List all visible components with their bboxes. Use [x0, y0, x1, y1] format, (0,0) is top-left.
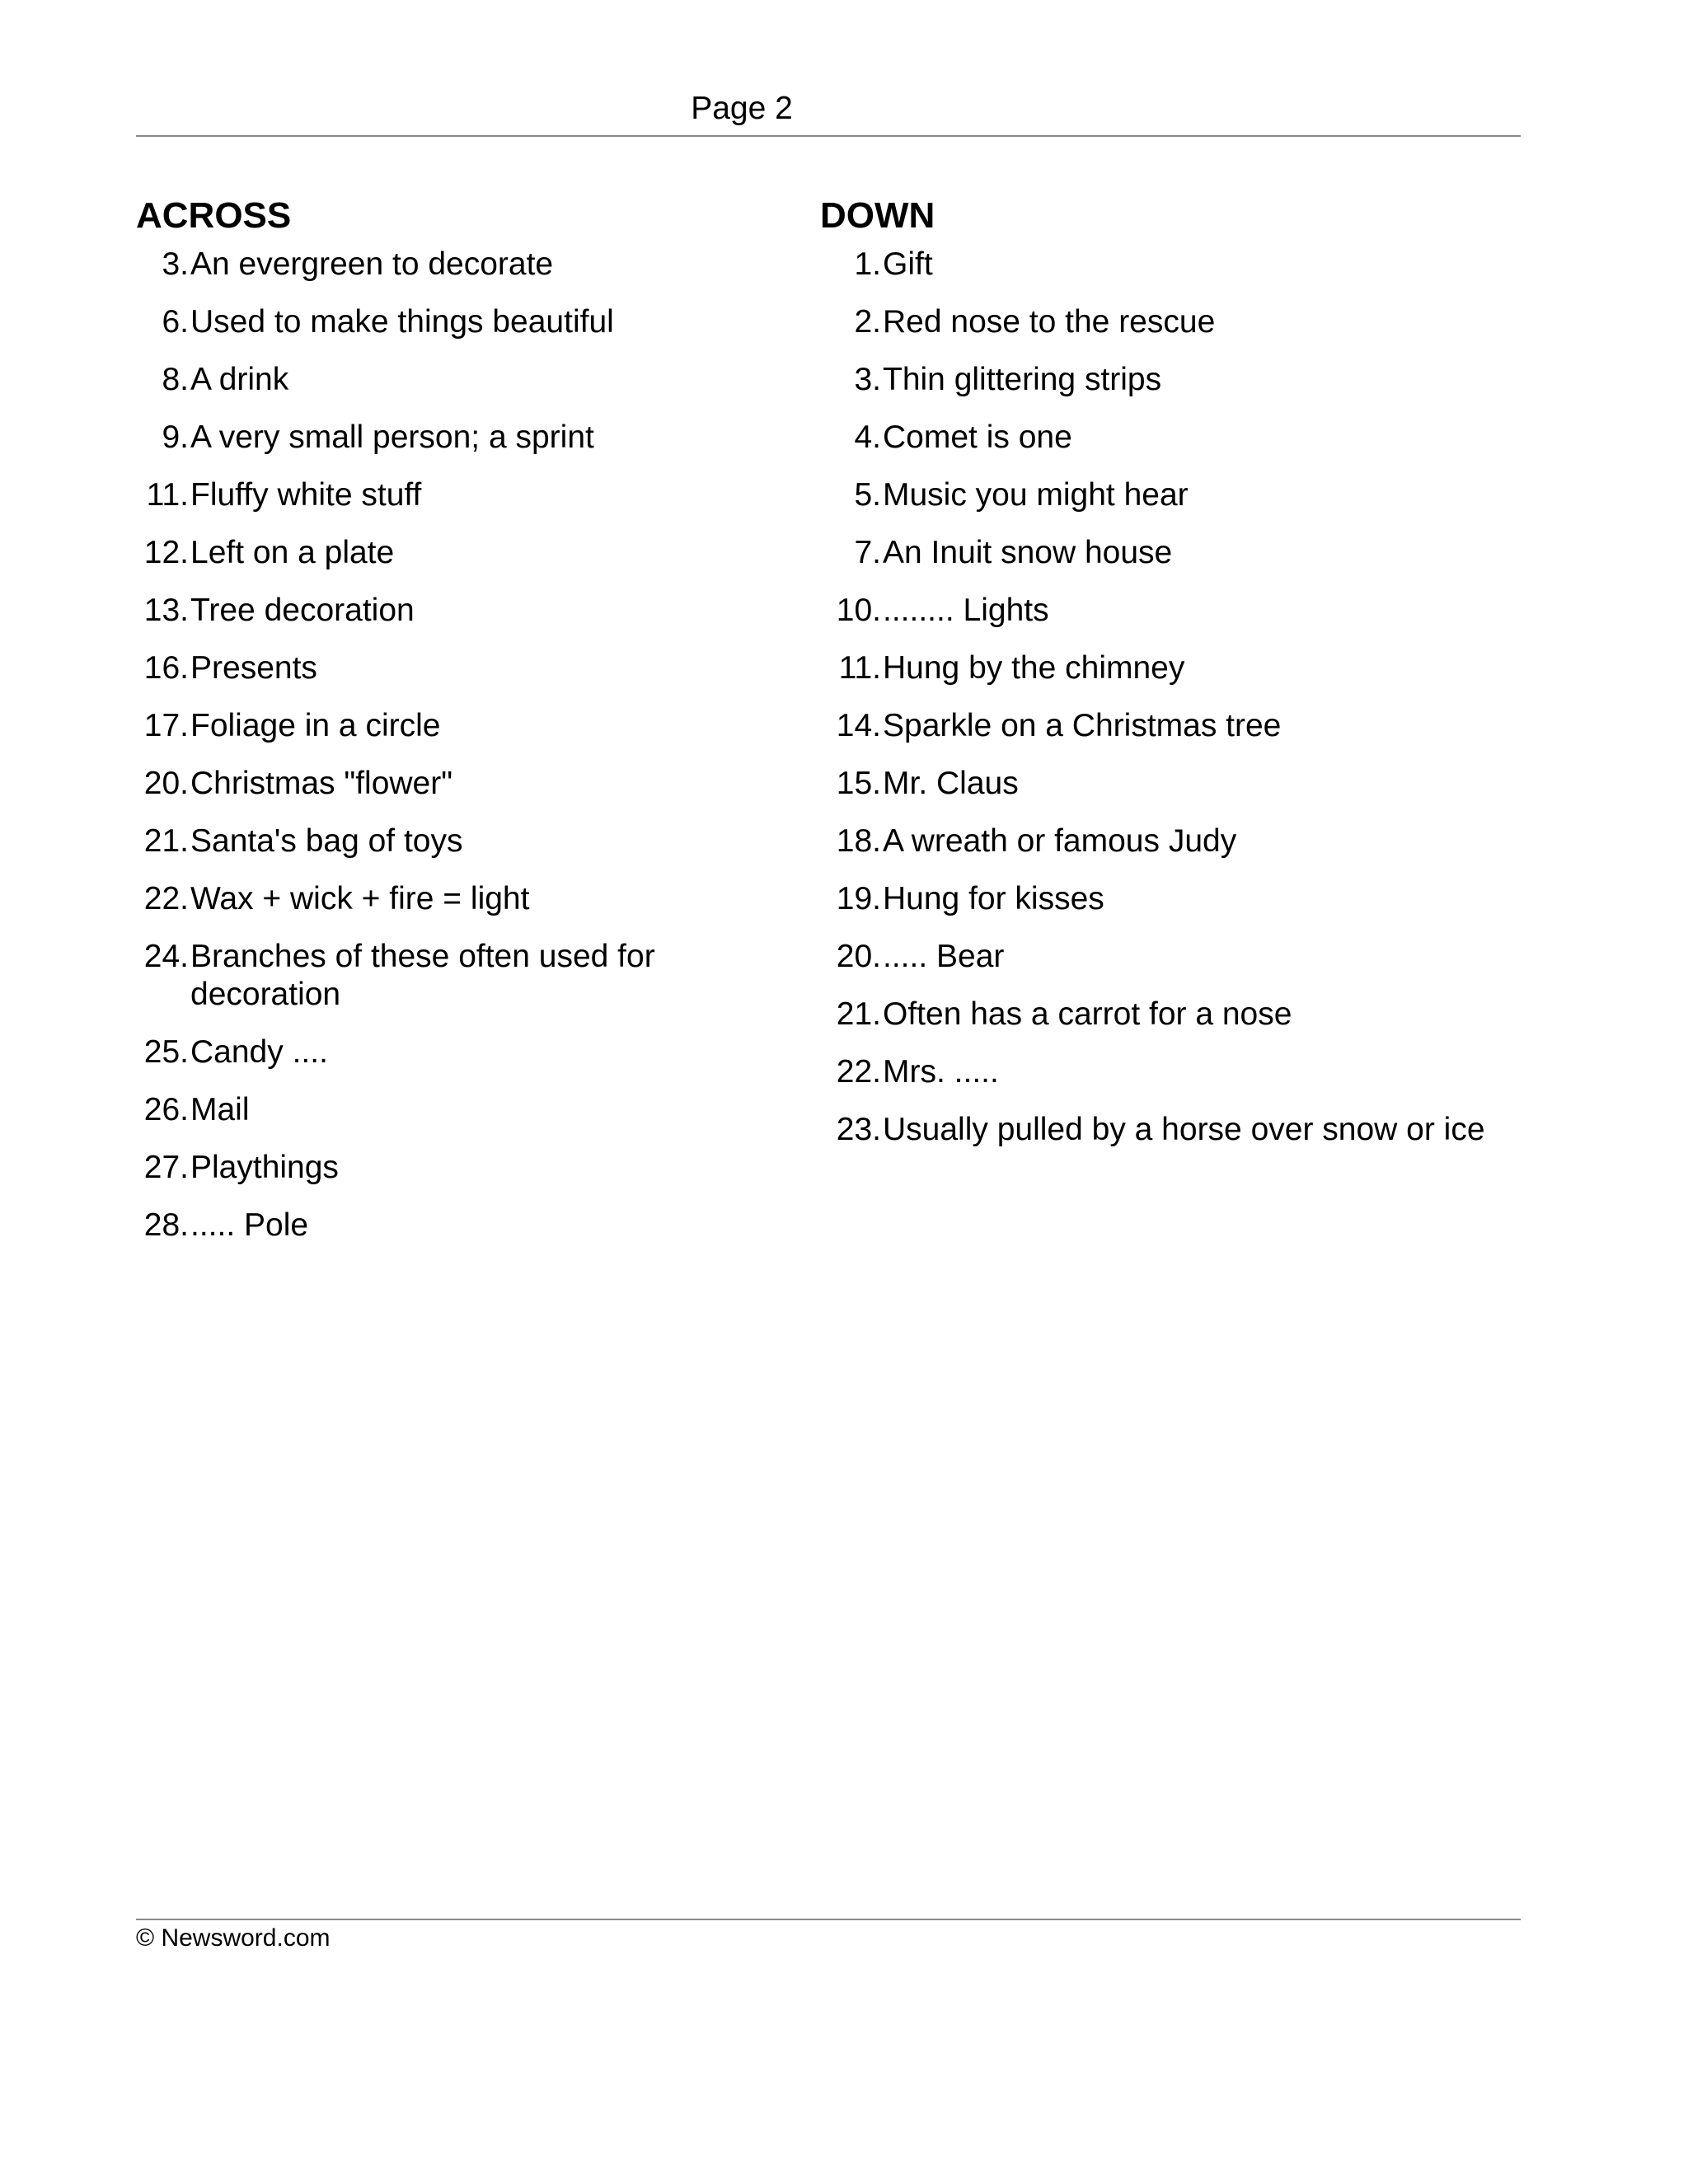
clue-item — [820, 765, 1562, 803]
clue-number: 4. — [854, 419, 881, 455]
copyright-notice: © Newsword.com — [136, 1924, 331, 1952]
clue-number: 21. — [836, 996, 881, 1032]
clue-item — [820, 476, 1562, 514]
clue-number: 18. — [836, 823, 881, 859]
clue-item — [136, 303, 795, 341]
clue-text: Comet is one — [883, 419, 1072, 455]
clue-text: Foliage in a circle — [190, 708, 441, 743]
clue-item — [136, 1149, 795, 1187]
clue-text: Left on a plate — [190, 535, 395, 570]
clue-number: 8. — [162, 362, 189, 397]
clue-item — [136, 534, 795, 572]
clue-item — [820, 649, 1562, 687]
clue-item — [820, 823, 1562, 860]
clue-number: 7. — [854, 535, 881, 570]
clue-text: Usually pulled by a horse over snow or ice — [883, 1112, 1485, 1147]
clue-item — [820, 880, 1562, 918]
clue-item — [136, 823, 795, 860]
clue-text: A drink — [190, 362, 289, 397]
clue-number: 20. — [836, 939, 881, 974]
clue-number: 22. — [143, 881, 189, 916]
clue-number: 3. — [854, 362, 881, 397]
clue-text: Fluffy white stuff — [190, 477, 422, 513]
clue-text: Santa's bag of toys — [190, 823, 463, 859]
clue-number: 21. — [143, 823, 189, 859]
clue-item — [136, 592, 795, 630]
clue-item — [136, 707, 795, 745]
clue-item — [820, 246, 1562, 284]
clue-text: Often has a carrot for a nose — [883, 996, 1292, 1032]
clue-number: 25. — [143, 1034, 189, 1070]
clue-number: 23. — [836, 1112, 881, 1147]
clue-item — [136, 649, 795, 687]
clue-item — [820, 1111, 1562, 1149]
clue-item — [820, 534, 1562, 572]
footer-divider — [136, 1919, 1521, 1920]
clue-item — [820, 361, 1562, 399]
clue-text: ..... Bear — [883, 939, 1005, 974]
clue-text: Mail — [190, 1092, 250, 1127]
clue-item — [820, 419, 1562, 457]
clue-item — [820, 707, 1562, 745]
clue-number: 26. — [143, 1092, 189, 1127]
across-clues-column — [136, 191, 795, 1264]
clue-item — [820, 303, 1562, 341]
clue-text: Candy .... — [190, 1034, 328, 1070]
clue-text: Red nose to the rescue — [883, 304, 1216, 340]
clue-item — [136, 765, 795, 803]
down-clues-column — [820, 191, 1562, 1169]
clue-text: Hung by the chimney — [883, 650, 1185, 686]
clue-item — [136, 880, 795, 918]
clue-text: Hung for kisses — [883, 881, 1104, 916]
clue-text: Gift — [883, 246, 933, 282]
clue-number: 19. — [836, 881, 881, 916]
clue-text: Mr. Claus — [883, 766, 1019, 801]
clue-number: 16. — [143, 650, 189, 686]
clue-number: 1. — [854, 246, 881, 282]
clue-item — [136, 246, 795, 284]
clue-number: 5. — [854, 477, 881, 513]
clue-text: ........ Lights — [883, 593, 1049, 628]
clue-number: 22. — [836, 1054, 881, 1090]
down-heading: DOWN — [820, 195, 935, 236]
clue-item — [136, 419, 795, 457]
clue-text: Christmas "flower" — [190, 766, 453, 801]
clue-text: Wax + wick + fire = light — [190, 881, 530, 916]
clue-text: Thin glittering strips — [883, 362, 1162, 397]
clue-text: A wreath or famous Judy — [883, 823, 1237, 859]
clue-text: An Inuit snow house — [883, 535, 1173, 570]
clue-text: Music you might hear — [883, 477, 1189, 513]
clue-number: 28. — [143, 1207, 189, 1243]
clue-item — [136, 1207, 795, 1244]
clue-item — [820, 592, 1562, 630]
clue-text: Playthings — [190, 1150, 339, 1185]
clue-item — [136, 1091, 795, 1129]
clue-item — [136, 938, 795, 1014]
clue-number: 27. — [143, 1150, 189, 1185]
down-clue-list — [820, 246, 1562, 1149]
clue-number: 3. — [162, 246, 189, 282]
clue-item — [820, 1053, 1562, 1091]
header-divider — [136, 135, 1521, 137]
clue-text: ..... Pole — [190, 1207, 309, 1243]
clue-item — [820, 938, 1562, 976]
clue-text: An evergreen to decorate — [190, 246, 554, 282]
clue-text: A very small person; a sprint — [190, 419, 594, 455]
clue-item — [136, 476, 795, 514]
across-clue-list — [136, 246, 795, 1244]
clue-number: 10. — [836, 593, 881, 628]
clue-number: 15. — [836, 766, 881, 801]
clue-text: Sparkle on a Christmas tree — [883, 708, 1282, 743]
clue-item — [820, 996, 1562, 1033]
clue-text: Used to make things beautiful — [190, 304, 614, 340]
clue-number: 12. — [143, 535, 189, 570]
clue-item — [136, 361, 795, 399]
clue-number: 11. — [146, 477, 189, 513]
page-number: Page 2 — [691, 91, 793, 126]
clue-number: 20. — [143, 766, 189, 801]
clue-number: 9. — [162, 419, 189, 455]
clue-number: 11. — [838, 650, 881, 686]
clue-text: Presents — [190, 650, 317, 686]
clue-item — [136, 1033, 795, 1071]
clue-number: 6. — [162, 304, 189, 340]
clue-number: 13. — [143, 593, 189, 628]
clue-text: Branches of these often used for decoration — [190, 939, 655, 1012]
clue-text: Mrs. ..... — [883, 1054, 999, 1090]
clue-text: Tree decoration — [190, 593, 415, 628]
clue-number: 2. — [854, 304, 881, 340]
clue-number: 24. — [143, 939, 189, 974]
clue-number: 14. — [836, 708, 881, 743]
across-heading: ACROSS — [136, 195, 292, 236]
clue-number: 17. — [143, 708, 189, 743]
